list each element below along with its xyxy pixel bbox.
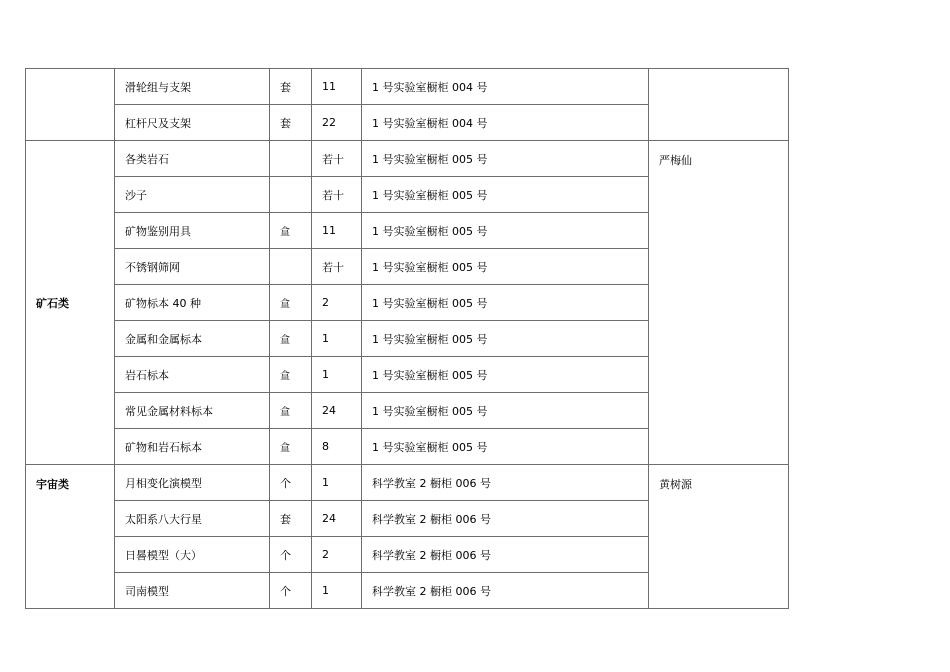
item-qty: 22 — [312, 105, 362, 141]
item-name: 杠杆尺及支架 — [115, 105, 270, 141]
item-unit — [270, 141, 312, 177]
item-location: 1 号实验室橱柜 005 号 — [362, 393, 649, 429]
category-cell: 宇宙类 — [26, 465, 115, 609]
item-name: 日晷模型（大） — [115, 537, 270, 573]
item-unit — [270, 177, 312, 213]
item-qty: 若十 — [312, 177, 362, 213]
category-cell-empty — [26, 69, 115, 141]
item-qty: 2 — [312, 537, 362, 573]
item-unit: 套 — [270, 105, 312, 141]
item-location: 1 号实验室橱柜 005 号 — [362, 213, 649, 249]
item-location: 1 号实验室橱柜 004 号 — [362, 69, 649, 105]
item-name: 岩石标本 — [115, 357, 270, 393]
item-location: 1 号实验室橱柜 005 号 — [362, 177, 649, 213]
keeper-cell-empty — [649, 69, 789, 141]
item-name: 矿物标本 40 种 — [115, 285, 270, 321]
item-unit: 盒 — [270, 357, 312, 393]
item-unit: 个 — [270, 465, 312, 501]
category-cell: 矿石类 — [26, 141, 115, 465]
item-qty: 11 — [312, 213, 362, 249]
item-location: 科学教室 2 橱柜 006 号 — [362, 465, 649, 501]
inventory-body — [26, 69, 789, 609]
keeper-cell: 黄树源 — [649, 465, 789, 609]
item-unit: 套 — [270, 69, 312, 105]
item-name: 司南模型 — [115, 573, 270, 609]
item-qty: 11 — [312, 69, 362, 105]
item-location: 1 号实验室橱柜 005 号 — [362, 357, 649, 393]
item-qty: 1 — [312, 465, 362, 501]
table-row — [26, 141, 789, 177]
item-unit — [270, 249, 312, 285]
item-location: 1 号实验室橱柜 005 号 — [362, 321, 649, 357]
item-qty: 8 — [312, 429, 362, 465]
item-name: 太阳系八大行星 — [115, 501, 270, 537]
item-name: 金属和金属标本 — [115, 321, 270, 357]
item-unit: 盒 — [270, 285, 312, 321]
item-location: 1 号实验室橱柜 005 号 — [362, 141, 649, 177]
inventory-table — [25, 68, 789, 609]
item-location: 1 号实验室橱柜 005 号 — [362, 285, 649, 321]
item-name: 不锈钢筛网 — [115, 249, 270, 285]
item-name: 月相变化演模型 — [115, 465, 270, 501]
item-unit: 盒 — [270, 321, 312, 357]
item-qty: 若十 — [312, 249, 362, 285]
item-qty: 1 — [312, 357, 362, 393]
keeper-cell: 严梅仙 — [649, 141, 789, 465]
item-unit: 个 — [270, 573, 312, 609]
item-name: 矿物鉴别用具 — [115, 213, 270, 249]
item-unit: 盒 — [270, 393, 312, 429]
table-row — [26, 465, 789, 501]
item-location: 科学教室 2 橱柜 006 号 — [362, 537, 649, 573]
item-qty: 1 — [312, 573, 362, 609]
item-qty: 2 — [312, 285, 362, 321]
item-qty: 1 — [312, 321, 362, 357]
item-unit: 盒 — [270, 429, 312, 465]
item-location: 科学教室 2 橱柜 006 号 — [362, 573, 649, 609]
item-name: 沙子 — [115, 177, 270, 213]
item-name: 常见金属材料标本 — [115, 393, 270, 429]
item-location: 1 号实验室橱柜 005 号 — [362, 429, 649, 465]
item-name: 各类岩石 — [115, 141, 270, 177]
item-location: 科学教室 2 橱柜 006 号 — [362, 501, 649, 537]
table-row — [26, 69, 789, 105]
item-qty: 24 — [312, 501, 362, 537]
item-name: 矿物和岩石标本 — [115, 429, 270, 465]
item-qty: 若十 — [312, 141, 362, 177]
item-unit: 盒 — [270, 213, 312, 249]
item-name: 滑轮组与支架 — [115, 69, 270, 105]
item-unit: 个 — [270, 537, 312, 573]
item-location: 1 号实验室橱柜 005 号 — [362, 249, 649, 285]
item-qty: 24 — [312, 393, 362, 429]
item-unit: 套 — [270, 501, 312, 537]
item-location: 1 号实验室橱柜 004 号 — [362, 105, 649, 141]
